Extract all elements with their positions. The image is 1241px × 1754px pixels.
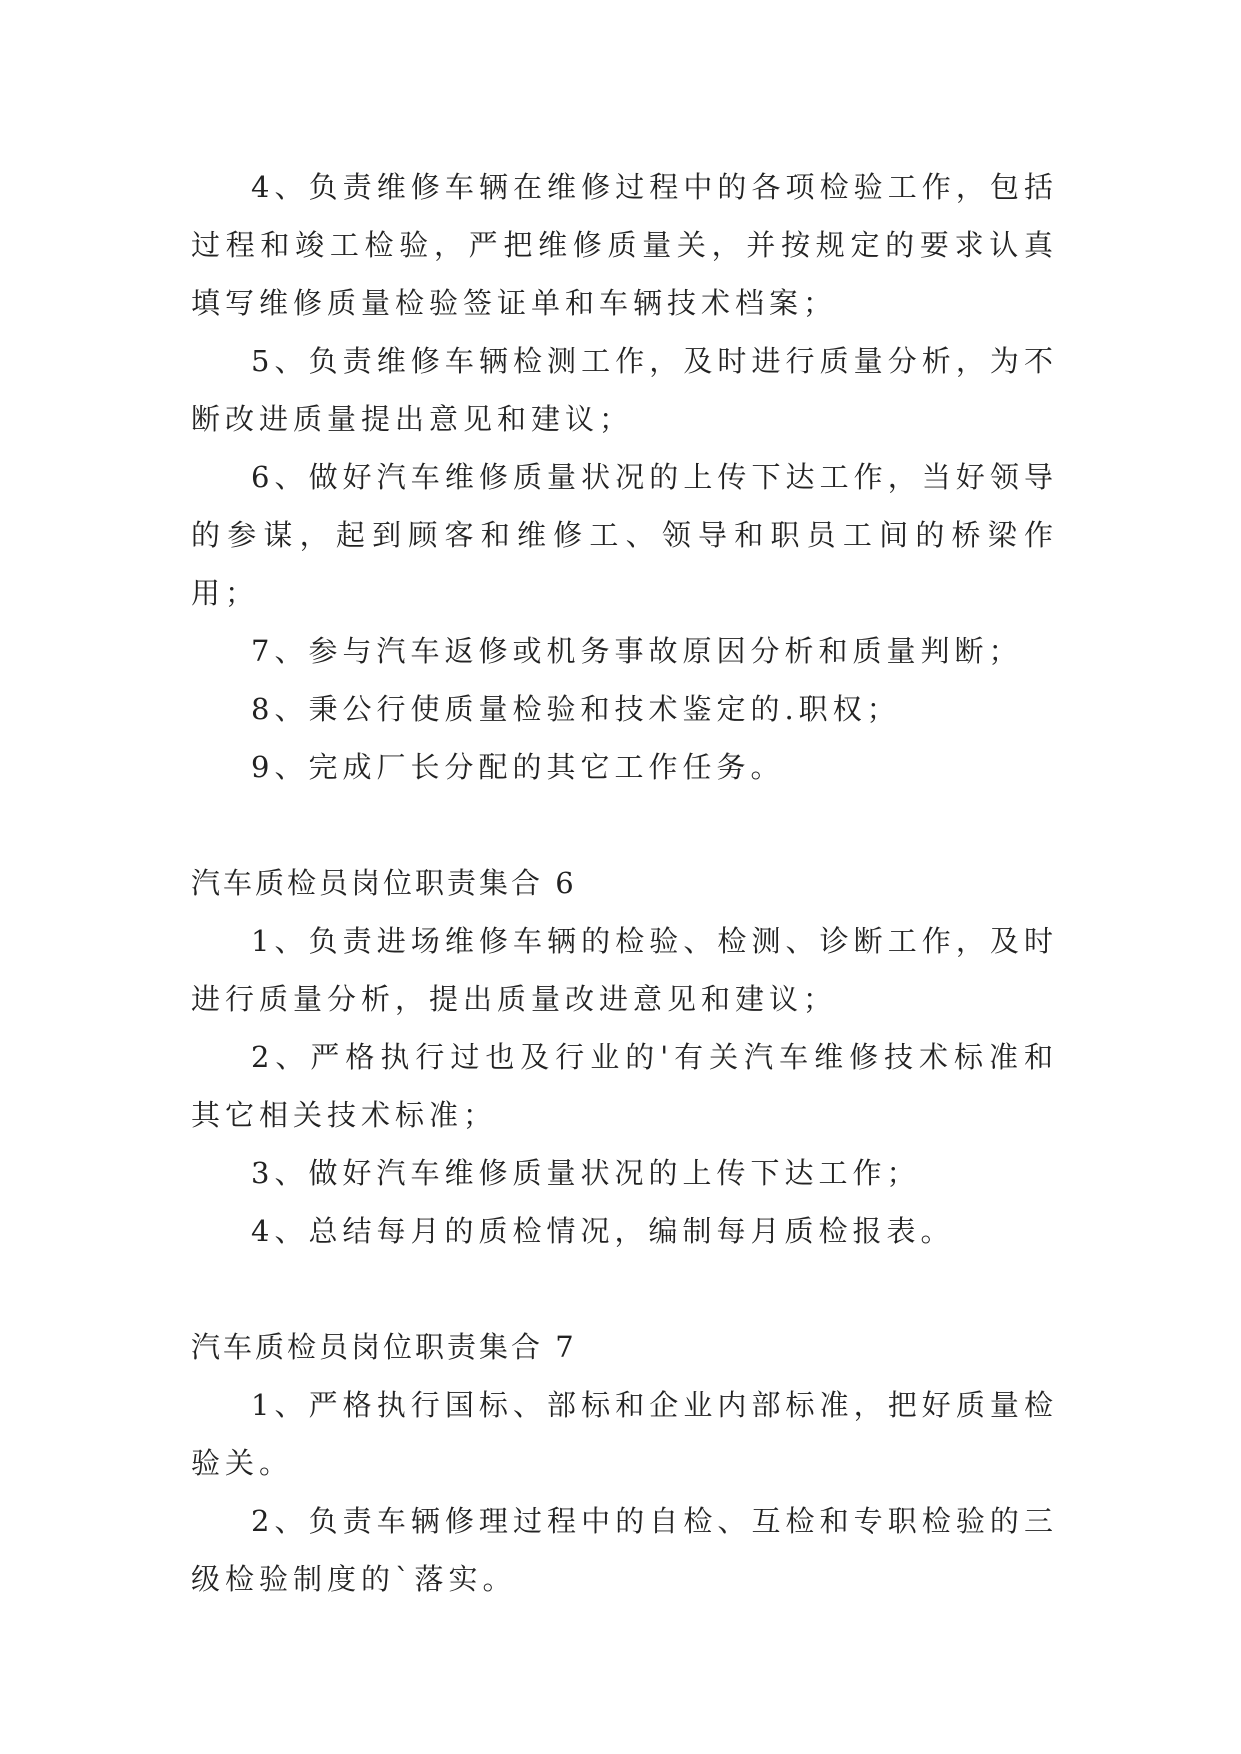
paragraph-s5-item-9: 9、完成厂长分配的其它工作任务。 [251,750,785,784]
paragraph-s6-item-2: 2、严格执行过也及行业的'有关汽车维修技术标准和其它相关技术标准； [191,1040,1058,1132]
paragraph-s5-item-4: 4、负责维修车辆在维修过程中的各项检验工作，包括过程和竣工检验，严把维修质量关，并按规定的要求认真填写维修质量检验签证单和车辆技术档案； [191,170,1058,320]
section-6-heading: 汽车质检员岗位职责集合 6 [191,866,577,900]
paragraph-s5-item-5: 5、负责维修车辆检测工作，及时进行质量分析，为不断改进质量提出意见和建议； [191,344,1058,436]
section-spacer [191,796,1058,854]
paragraph-s7-item-2: 2、负责车辆修理过程中的自检、互检和专职检验的三级检验制度的`落实。 [191,1504,1058,1596]
section-spacer [191,1260,1058,1318]
section-7-heading: 汽车质检员岗位职责集合 7 [191,1330,577,1364]
paragraph-s6-item-1: 1、负责进场维修车辆的检验、检测、诊断工作，及时进行质量分析，提出质量改进意见和建议； [191,924,1058,1016]
paragraph-s5-item-8: 8、秉公行使质量检验和技术鉴定的.职权； [251,692,901,726]
document-page [191,158,1058,1608]
paragraph-s6-item-3: 3、做好汽车维修质量状况的上传下达工作； [251,1156,921,1190]
paragraph-s5-item-7: 7、参与汽车返修或机务事故原因分析和质量判断； [251,634,1023,668]
paragraph-s6-item-4: 4、总结每月的质检情况，编制每月质检报表。 [251,1214,955,1248]
paragraph-s5-item-6: 6、做好汽车维修质量状况的上传下达工作，当好领导的参谋，起到顾客和维修工、领导和职员工间的桥梁作用； [191,460,1058,610]
paragraph-s7-item-1: 1、严格执行国标、部标和企业内部标准，把好质量检验关。 [191,1388,1058,1480]
